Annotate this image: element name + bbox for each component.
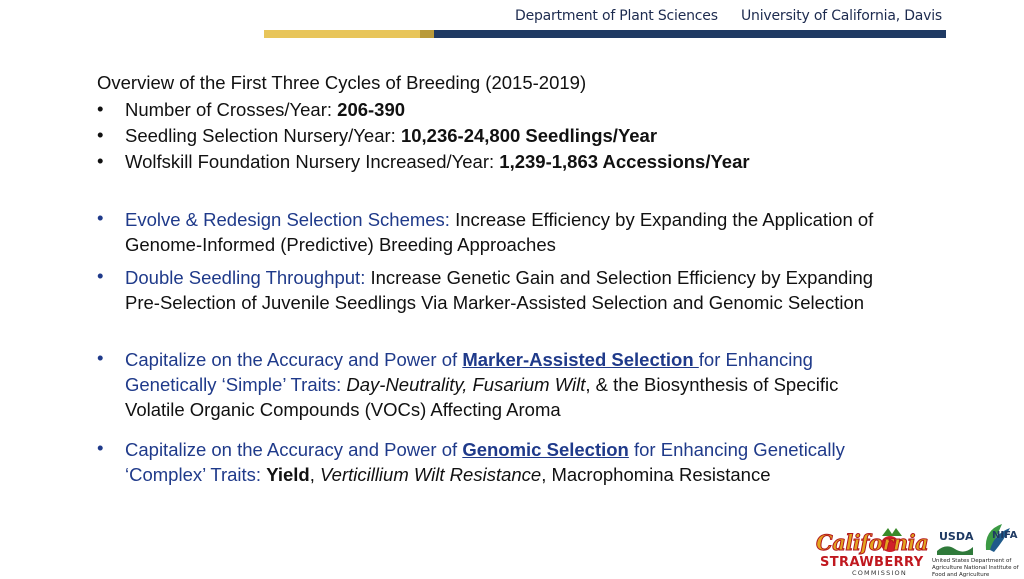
usda-caption: United States Department of Agriculture National Institute of Food and Agriculture <box>932 558 1019 578</box>
overview-item-seedlings: Seedling Selection Nursery/Year: 10,236-24,800 Seedlings/Year <box>125 125 658 146</box>
genomic-selection-link[interactable]: Genomic Selection <box>462 439 629 460</box>
header-bar-gold-dark <box>420 30 434 38</box>
department-name: Department of Plant Sciences <box>515 8 718 24</box>
header-bar-navy <box>434 30 946 38</box>
goal-selection-schemes: Evolve & Redesign Selection Schemes: Increase Efficiency by Expanding the Application of Genome-Informed (Predictive) Breeding Approaches <box>125 209 874 255</box>
bullet: • <box>97 437 104 458</box>
california-wordmark: California <box>816 530 929 555</box>
california-strawberry-commission-logo <box>812 524 932 576</box>
goal-genomic-selection: Capitalize on the Accuracy and Power of Genomic Selection for Enhancing Genetically ‘Complex’ Traits: Yield, Verticillium Wilt Resistance, Macrophomina Resistance <box>125 439 845 485</box>
header-bar-gold <box>264 30 420 38</box>
bullet: • <box>97 98 104 119</box>
bullet: • <box>97 124 104 145</box>
nifa-logo: NIFA <box>980 520 1020 556</box>
bullet: • <box>97 347 104 368</box>
usda-logo: USDA <box>937 530 973 554</box>
overview-item-crosses: Number of Crosses/Year: 206-390 <box>125 99 406 120</box>
overview-title: Overview of the First Three Cycles of Breeding (2015-2019) <box>97 72 587 93</box>
goal-marker-assisted-selection: Capitalize on the Accuracy and Power of Marker-Assisted Selection for Enhancing Genetically ‘Simple’ Traits: Day-Neutrality, Fusarium Wilt, & the Biosynthesis of Specific Volatile Organic Compounds (VOCs) Affecting Aroma <box>125 349 839 420</box>
bullet: • <box>97 150 104 171</box>
goal-seedling-throughput: Double Seedling Throughput: Increase Genetic Gain and Selection Efficiency by Expanding Pre-Selection of Juvenile Seedlings Via Marker-Assisted Selection and Genomic Selection <box>125 267 874 313</box>
university-name: University of California, Davis <box>741 8 943 24</box>
strawberry-wordmark: STRAWBERRY <box>820 555 924 570</box>
commission-wordmark: COMMISSION <box>852 569 907 577</box>
usda-landscape-icon <box>937 543 973 555</box>
bullet: • <box>97 207 104 228</box>
overview-item-accessions: Wolfskill Foundation Nursery Increased/Year: 1,239-1,863 Accessions/Year <box>125 151 750 172</box>
bullet: • <box>97 265 104 286</box>
marker-assisted-selection-link[interactable]: Marker-Assisted Selection <box>462 349 699 370</box>
